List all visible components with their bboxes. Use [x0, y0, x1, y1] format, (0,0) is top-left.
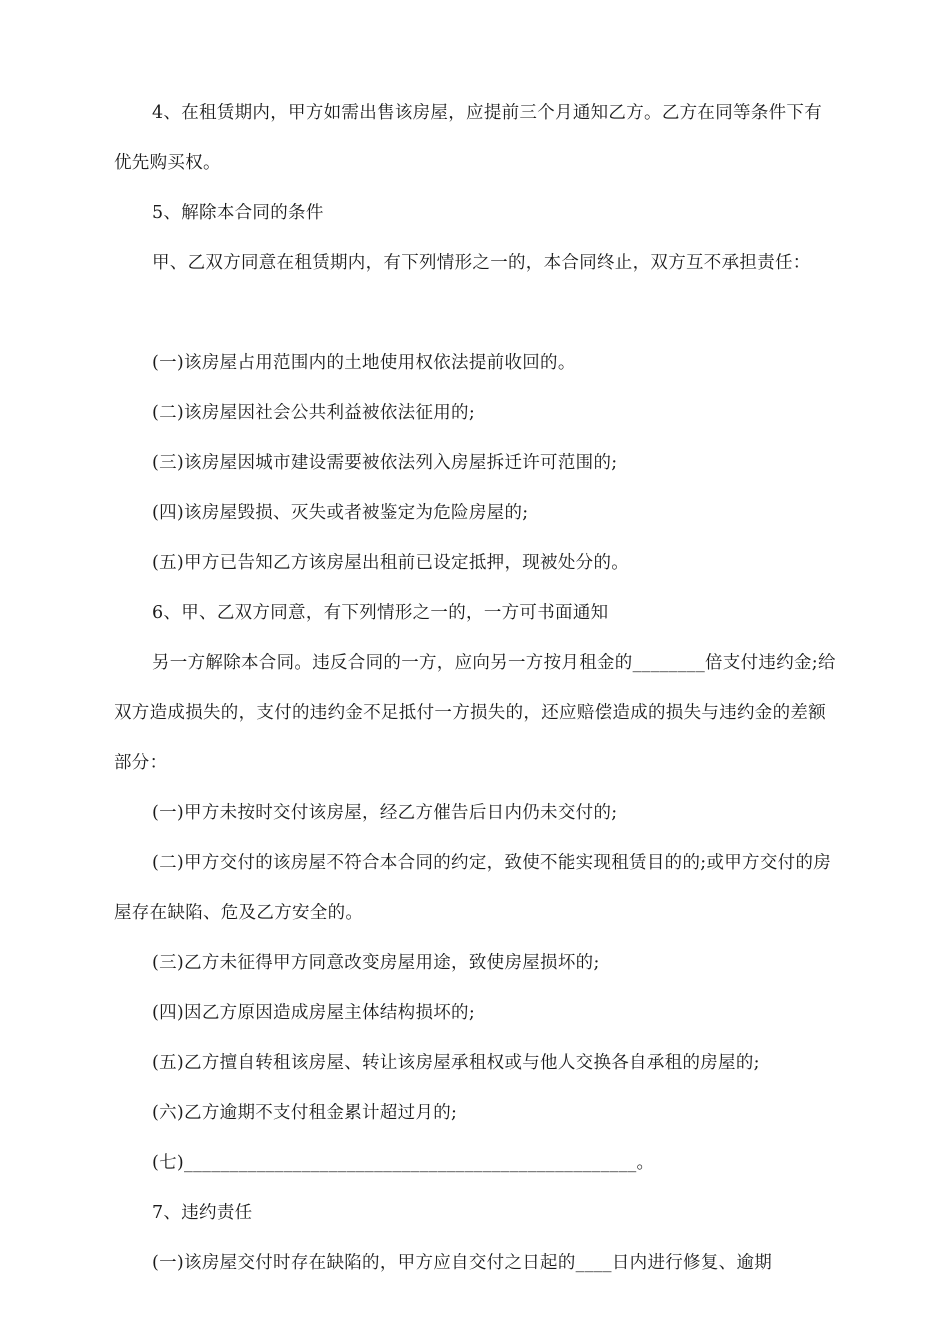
clause-7-heading: 7、违约责任: [152, 1203, 253, 1223]
clause-5-item-5: (五)甲方已告知乙方该房屋出租前已设定抵押，现被处分的。: [152, 553, 630, 573]
clause-6-body: 另一方解除本合同。违反合同的一方，应向另一方按月租金的________倍支付违约金;给双方造成损失的，支付的违约金不足抵付一方损失的，还应赔偿造成的损失与违约金的差额部分：: [114, 653, 836, 773]
clause-5-intro: 甲、乙双方同意在租赁期内，有下列情形之一的，本合同终止，双方互不承担责任：: [152, 253, 811, 273]
clause-6-item-2: (二)甲方交付的该房屋不符合本合同的约定，致使不能实现租赁目的的;或甲方交付的房屋存在缺陷、危及乙方安全的。: [114, 853, 832, 923]
clause-5-heading: 5、解除本合同的条件: [152, 203, 324, 223]
clause-6-item-5: (五)乙方擅自转租该房屋、转让该房屋承租权或与他人交换各自承租的房屋的;: [152, 1053, 760, 1073]
clause-6-item-3: (三)乙方未征得甲方同意改变房屋用途，致使房屋损坏的;: [152, 953, 600, 973]
clause-6-item-6: (六)乙方逾期不支付租金累计超过月的;: [152, 1103, 458, 1123]
clause-5-item-3: (三)该房屋因城市建设需要被依法列入房屋拆迁许可范围的;: [152, 453, 618, 473]
clause-6-item-7: (七)__________________________________________________。: [152, 1153, 655, 1173]
clause-6-heading: 6、甲、乙双方同意，有下列情形之一的，一方可书面通知: [152, 603, 609, 623]
clause-5-item-4: (四)该房屋毁损、灭失或者被鉴定为危险房屋的;: [152, 503, 529, 523]
clause-5-item-2: (二)该房屋因社会公共利益被依法征用的;: [152, 403, 476, 423]
clause-6-item-1: (一)甲方未按时交付该房屋，经乙方催告后日内仍未交付的;: [152, 803, 618, 823]
clause-4-paragraph: 4、在租赁期内，甲方如需出售该房屋，应提前三个月通知乙方。乙方在同等条件下有优先购买权。: [114, 103, 823, 173]
clause-7-item-1: (一)该房屋交付时存在缺陷的，甲方应自交付之日起的____日内进行修复、逾期: [152, 1253, 773, 1273]
clause-5-item-1: (一)该房屋占用范围内的土地使用权依法提前收回的。: [152, 353, 576, 373]
clause-6-item-4: (四)因乙方原因造成房屋主体结构损坏的;: [152, 1003, 476, 1023]
